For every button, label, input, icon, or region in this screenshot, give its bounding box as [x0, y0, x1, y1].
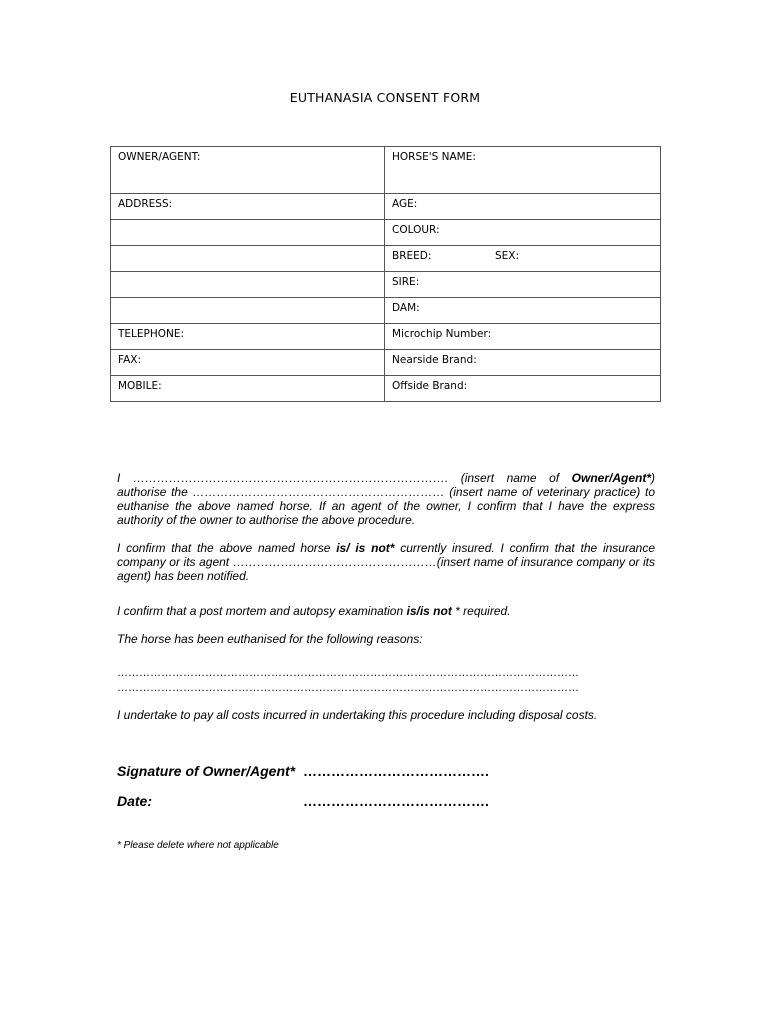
- nearside-brand-label: Nearside Brand:: [392, 354, 477, 366]
- microchip-field[interactable]: [385, 324, 661, 350]
- fax-field[interactable]: [111, 350, 385, 376]
- authorisation-start: I ……………………………………………………………………. (insert name of: [117, 471, 572, 485]
- mobile-label: MOBILE:: [118, 380, 162, 392]
- footnote: * Please delete where not applicable: [117, 840, 279, 851]
- sex-label: SEX:: [495, 250, 520, 262]
- authorisation-paragraph: [117, 471, 655, 527]
- reasons-line-2[interactable]: ………………………………………………………………………………………………………………: [117, 682, 579, 694]
- address-label: ADDRESS:: [118, 198, 173, 210]
- breed-label: BREED:: [392, 250, 432, 262]
- signature-label: Signature of Owner/Agent*: [117, 763, 296, 779]
- reasons-line-1[interactable]: ………………………………………………………………………………………………………………: [117, 667, 579, 679]
- insured-choice: is/ is not*: [336, 541, 395, 555]
- horses-name-field[interactable]: [385, 147, 661, 194]
- address-line-2[interactable]: [111, 220, 385, 246]
- fax-label: FAX:: [118, 354, 141, 366]
- post-mortem-paragraph: [117, 604, 655, 618]
- colour-label: COLOUR:: [392, 224, 440, 236]
- date-label: Date:: [117, 793, 153, 809]
- horse-details-table: [110, 146, 661, 402]
- breed-sex-field[interactable]: [385, 246, 661, 272]
- owner-agent-field[interactable]: [111, 147, 385, 194]
- colour-field[interactable]: [385, 220, 661, 246]
- telephone-label: TELEPHONE:: [118, 328, 185, 340]
- owner-agent-label: OWNER/AGENT:: [118, 151, 201, 163]
- insurance-paragraph: [117, 541, 655, 583]
- address-field[interactable]: [111, 194, 385, 220]
- sire-label: SIRE:: [392, 276, 420, 288]
- offside-brand-label: Offside Brand:: [392, 380, 468, 392]
- reasons-paragraph: The horse has been euthanised for the following reasons:: [117, 632, 423, 646]
- insurance-rest: currently insured. I confirm that the insurance company or its agent ……………………………………………(insert name of insurance company or its agent) has been notified.: [117, 541, 655, 583]
- address-line-3[interactable]: [111, 246, 385, 272]
- dam-field[interactable]: [385, 298, 661, 324]
- age-field[interactable]: [385, 194, 661, 220]
- post-mortem-start: I confirm that a post mortem and autopsy examination: [117, 604, 407, 618]
- costs-paragraph: I undertake to pay all costs incurred in undertaking this procedure including disposal costs.: [117, 708, 598, 722]
- required-choice: is/is not: [406, 604, 452, 618]
- microchip-label: Microchip Number:: [392, 328, 492, 340]
- nearside-brand-field[interactable]: [385, 350, 661, 376]
- dam-label: DAM:: [392, 302, 420, 314]
- form-title: EUTHANASIA CONSENT FORM: [289, 90, 481, 105]
- sire-field[interactable]: [385, 272, 661, 298]
- signature-line[interactable]: ………………………………….: [303, 763, 489, 779]
- horses-name-label: HORSE'S NAME:: [392, 151, 476, 163]
- telephone-field[interactable]: [111, 324, 385, 350]
- owner-agent-term: Owner/Agent*: [571, 471, 651, 485]
- mobile-field[interactable]: [111, 376, 385, 402]
- offside-brand-field[interactable]: [385, 376, 661, 402]
- age-label: AGE:: [392, 198, 418, 210]
- address-line-5[interactable]: [111, 298, 385, 324]
- address-line-4[interactable]: [111, 272, 385, 298]
- post-mortem-rest: * required.: [451, 604, 511, 618]
- authorisation-rest: ) authorise the ……………………………………………………… (insert name of veterinary practice) to euthanise the above named horse. If an agent of the owner, I confirm that I have the express authority of the owner to authorise the above procedure.: [117, 471, 655, 527]
- insurance-start: I confirm that the above named horse: [117, 541, 337, 555]
- date-line[interactable]: ………………………………….: [303, 793, 489, 809]
